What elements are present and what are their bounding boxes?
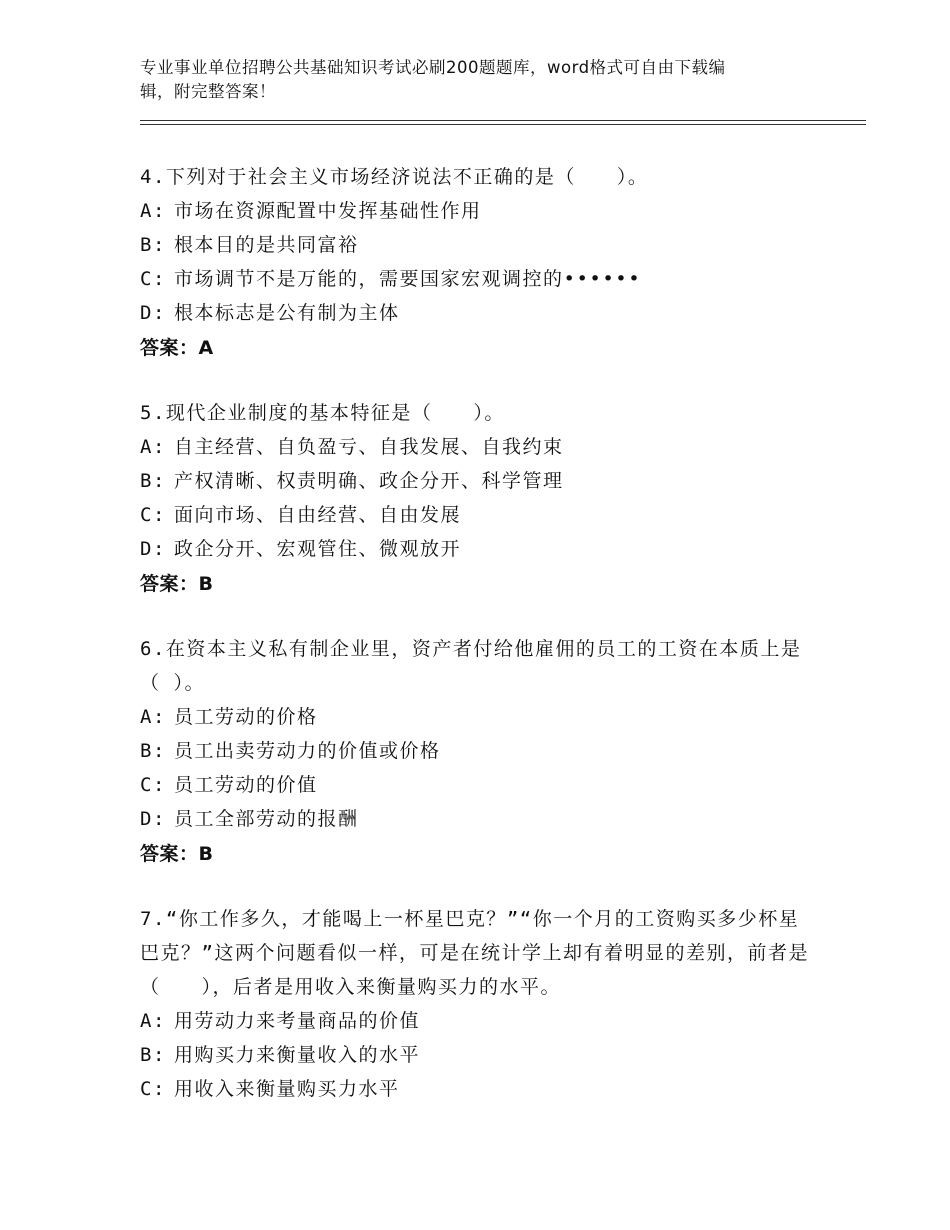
- option-text: 员工劳动的价格: [174, 706, 318, 728]
- option-text: 员工全部劳动的报酬: [174, 808, 359, 830]
- option-b: [140, 1038, 810, 1072]
- option-letter: C:: [140, 1078, 166, 1100]
- answer-label: 答案：A: [140, 337, 214, 359]
- option-text: 根本目的是共同富裕: [174, 234, 359, 256]
- answer-label: 答案：B: [140, 843, 214, 865]
- option-text: 市场在资源配置中发挥基础性作用: [174, 200, 482, 222]
- option-letter: C:: [140, 774, 166, 796]
- question-4: [140, 160, 810, 366]
- option-text: 用购买力来衡量收入的水平: [174, 1044, 421, 1066]
- option-letter: B:: [140, 470, 166, 492]
- option-b: [140, 734, 810, 768]
- option-letter: A:: [140, 436, 166, 458]
- option-letter: D:: [140, 302, 166, 324]
- option-b: [140, 228, 810, 262]
- option-letter: D:: [140, 808, 166, 830]
- option-letter: D:: [140, 538, 166, 560]
- option-letter: C:: [140, 504, 166, 526]
- question-stem: 5.现代企业制度的基本特征是（ ）。: [140, 402, 505, 424]
- option-text: 用收入来衡量购买力水平: [174, 1078, 400, 1100]
- option-text: 员工劳动的价值: [174, 774, 318, 796]
- option-text: 员工出卖劳动力的价值或价格: [174, 740, 441, 762]
- option-c: [140, 498, 810, 532]
- option-letter: B:: [140, 740, 166, 762]
- question-stem: 7.“你工作多久，才能喝上一杯星巴克？”“你一个月的工资购买多少杯星巴克？”这两个问题看似一样，可是在统计学上却有着明显的差别，前者是（ ），后者是用收入来衡量购买力的水平。: [140, 908, 809, 998]
- option-letter: A:: [140, 706, 166, 728]
- option-letter: B:: [140, 234, 166, 256]
- option-c: [140, 1072, 810, 1106]
- header-line-1: 专业事业单位招聘公共基础知识考试必刷200题题库，word格式可自由下载编: [140, 58, 726, 77]
- answer-label: 答案：B: [140, 573, 214, 595]
- option-a: [140, 194, 810, 228]
- question-7: [140, 902, 810, 1106]
- option-letter: A:: [140, 1010, 166, 1032]
- option-text: 产权清晰、权责明确、政企分开、科学管理: [174, 470, 564, 492]
- question-6: [140, 632, 810, 872]
- document-header: [140, 56, 800, 104]
- option-letter: C:: [140, 268, 166, 290]
- header-line-2: 辑，附完整答案！: [140, 82, 276, 101]
- option-a: [140, 1004, 810, 1038]
- option-c: [140, 262, 810, 296]
- option-d: [140, 296, 810, 330]
- header-divider: [140, 120, 866, 125]
- question-stem: 6.在资本主义私有制企业里，资产者付给他雇佣的员工的工资在本质上是（ ）。: [140, 638, 802, 694]
- option-text: 市场调节不是万能的，需要国家宏观调控的••••••: [174, 268, 642, 290]
- question-5: [140, 396, 810, 602]
- option-d: [140, 532, 810, 566]
- option-text: 根本标志是公有制为主体: [174, 302, 400, 324]
- option-a: [140, 700, 810, 734]
- option-text: 用劳动力来考量商品的价值: [174, 1010, 421, 1032]
- option-letter: B:: [140, 1044, 166, 1066]
- option-text: 政企分开、宏观管住、微观放开: [174, 538, 462, 560]
- option-text: 面向市场、自由经营、自由发展: [174, 504, 462, 526]
- option-d: [140, 802, 810, 836]
- option-letter: A:: [140, 200, 166, 222]
- option-a: [140, 430, 810, 464]
- option-text: 自主经营、自负盈亏、自我发展、自我约束: [174, 436, 564, 458]
- question-stem: 4.下列对于社会主义市场经济说法不正确的是（ ）。: [140, 166, 649, 188]
- option-b: [140, 464, 810, 498]
- option-c: [140, 768, 810, 802]
- question-list: [140, 160, 810, 1136]
